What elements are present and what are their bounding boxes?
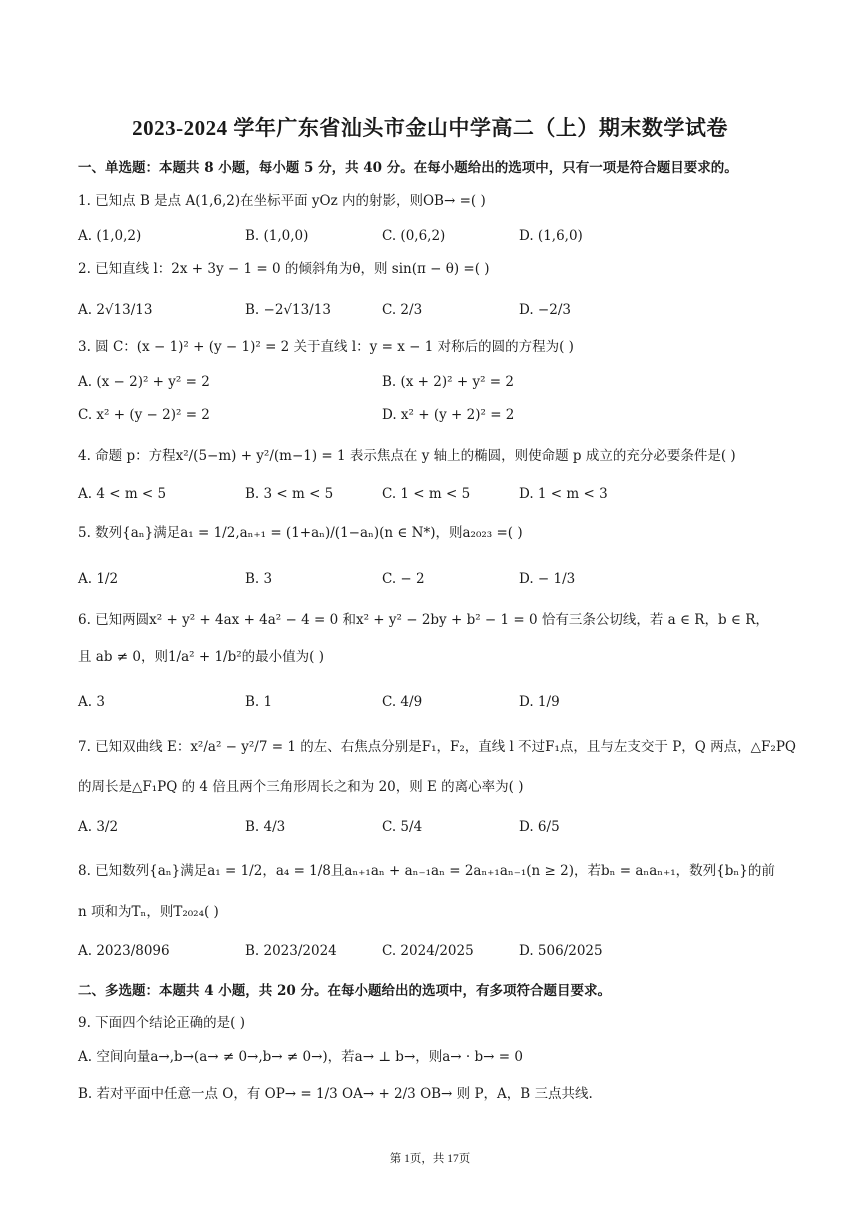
question-4-option-d: D. 1 < m < 3 (519, 486, 608, 502)
question-2-option-b: B. −2√13/13 (245, 302, 331, 318)
question-1-option-c: C. (0,6,2) (382, 228, 446, 244)
question-1-option-b: B. (1,0,0) (245, 228, 309, 244)
question-4-option-c: C. 1 < m < 5 (382, 486, 471, 502)
question-8-stem: 8. 已知数列{aₙ}满足a₁ = 1/2，a₄ = 1/8且aₙ₊₁aₙ + aₙ₋₁aₙ = 2aₙ₊₁aₙ₋₁(n ≥ 2)，若bₙ = aₙaₙ₊₁，数列{bₙ}的前 (78, 863, 775, 879)
question-5-option-b: B. 3 (245, 571, 273, 587)
question-2-stem: 2. 已知直线 l：2x + 3y − 1 = 0 的倾斜角为θ，则 sin(π − θ) =( ) (78, 261, 490, 277)
question-8-option-c: C. 2024/2025 (382, 943, 474, 959)
question-8-option-b: B. 2023/2024 (245, 943, 337, 959)
page-title: 2023-2024 学年广东省汕头市金山中学高二（上）期末数学试卷 (132, 116, 728, 140)
question-4-option-b: B. 3 < m < 5 (245, 486, 334, 502)
question-4-option-a: A. 4 < m < 5 (78, 486, 167, 502)
question-7-option-a: A. 3/2 (78, 819, 119, 835)
question-6-option-b: B. 1 (245, 694, 273, 710)
question-7-option-c: C. 5/4 (382, 819, 423, 835)
question-6-option-a: A. 3 (78, 694, 105, 710)
question-1-option-d: D. (1,6,0) (519, 228, 583, 244)
question-9-option-a: A. 空间向量a→,b→(a→ ≠ 0→,b→ ≠ 0→)，若a→ ⊥ b→，则a→ · b→ = 0 (78, 1049, 523, 1065)
question-8-option-d: D. 506/2025 (519, 943, 603, 959)
question-7-stem-line2: 的周长是△F₁PQ 的 4 倍且两个三角形周长之和为 20，则 E 的离心率为( ) (78, 779, 524, 795)
section-heading-multi-choice: 二、多选题：本题共 4 小题，共 20 分。在每小题给出的选项中，有多项符合题目要求。 (78, 983, 611, 999)
question-9-stem: 9. 下面四个结论正确的是( ) (78, 1015, 245, 1031)
question-6-option-c: C. 4/9 (382, 694, 423, 710)
question-2-option-d: D. −2/3 (519, 302, 571, 318)
question-3-option-b: B. (x + 2)² + y² = 2 (382, 374, 514, 390)
question-7-option-d: D. 6/5 (519, 819, 560, 835)
question-1-stem: 1. 已知点 B 是点 A(1,6,2)在坐标平面 yOz 内的射影，则OB→ =( ) (78, 193, 486, 209)
section-heading-single-choice: 一、单选题：本题共 8 小题，每小题 5 分，共 40 分。在每小题给出的选项中，只有一项是符合题目要求的。 (78, 160, 738, 176)
question-3-option-c: C. x² + (y − 2)² = 2 (78, 407, 210, 423)
question-6-stem-line2: 且 ab ≠ 0，则1/a² + 1/b²的最小值为( ) (78, 649, 324, 665)
question-5-option-a: A. 1/2 (78, 571, 119, 587)
question-7-stem: 7. 已知双曲线 E：x²/a² − y²/7 = 1 的左、右焦点分别是F₁，F₂，直线 l 不过F₁点，且与左支交于 P，Q 两点，△F₂PQ (78, 739, 796, 755)
question-5-stem: 5. 数列{aₙ}满足a₁ = 1/2,aₙ₊₁ = (1+aₙ)/(1−aₙ)(n ∈ N*)，则a₂₀₂₃ =( ) (78, 525, 523, 541)
question-5-option-c: C. − 2 (382, 571, 425, 587)
question-6-stem: 6. 已知两圆x² + y² + 4ax + 4a² − 4 = 0 和x² + y² − 2by + b² − 1 = 0 恰有三条公切线，若 a ∈ R，b ∈ R， (78, 612, 769, 628)
question-3-option-a: A. (x − 2)² + y² = 2 (78, 374, 210, 390)
question-2-option-c: C. 2/3 (382, 302, 423, 318)
question-1-option-a: A. (1,0,2) (78, 228, 142, 244)
question-8-stem-line2: n 项和为Tₙ，则T₂₀₂₄( ) (78, 904, 219, 920)
question-8-option-a: A. 2023/8096 (78, 943, 170, 959)
question-3-stem: 3. 圆 C：(x − 1)² + (y − 1)² = 2 关于直线 l：y = x − 1 对称后的圆的方程为( ) (78, 339, 574, 355)
question-9-option-b: B. 若对平面中任意一点 O，有 OP→ = 1/3 OA→ + 2/3 OB→ 则 P，A，B 三点共线. (78, 1086, 593, 1102)
page-footer: 第 1页，共 17页 (389, 1153, 471, 1165)
question-5-option-d: D. − 1/3 (519, 571, 576, 587)
question-3-option-d: D. x² + (y + 2)² = 2 (382, 407, 515, 423)
question-6-option-d: D. 1/9 (519, 694, 560, 710)
question-2-option-a: A. 2√13/13 (78, 302, 153, 318)
question-7-option-b: B. 4/3 (245, 819, 286, 835)
question-4-stem: 4. 命题 p：方程x²/(5−m) + y²/(m−1) = 1 表示焦点在 y 轴上的椭圆，则使命题 p 成立的充分必要条件是( ) (78, 448, 736, 464)
